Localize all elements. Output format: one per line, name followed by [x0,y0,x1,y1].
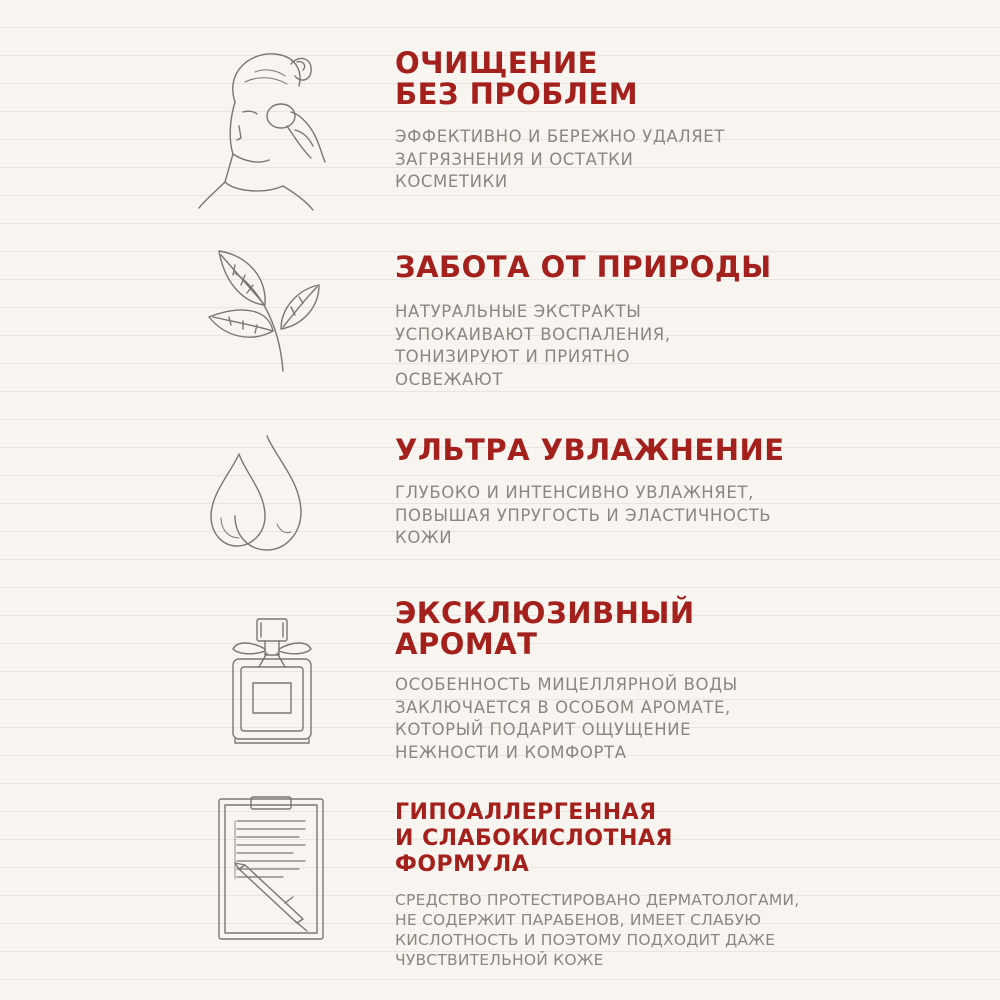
water-drops-icon [195,432,345,562]
title-line: И СЛАБОКИСЛОТНАЯ [395,826,673,851]
feature-title [395,252,772,283]
feature-title [395,435,785,466]
description-line: КОЖИ [395,528,453,547]
description-line: КИСЛОТНОСТЬ И ПОЭТОМУ ПОДХОДИТ ДАЖЕ [395,931,776,949]
description-line: УСПОКАИВАЮТ ВОСПАЛЕНИЯ, [395,324,671,344]
description-line: КОСМЕТИКИ [395,172,508,191]
description-line: ЗАГРЯЗНЕНИЯ И ОСТАТКИ [395,149,634,169]
description-line: ГЛУБОКО И ИНТЕНСИВНО УВЛАЖНЯЕТ, [395,483,754,502]
description-line: КОТОРЫЙ ПОДАРИТ ОЩУЩЕНИЕ [395,720,692,739]
description-line: ЧУВСТВИТЕЛЬНОЙ КОЖЕ [395,951,604,969]
title-line: БЕЗ ПРОБЛЕМ [395,77,639,111]
description-line: СРЕДСТВО ПРОТЕСТИРОВАНО ДЕРМАТОЛОГАМИ, [395,891,800,909]
description-line: ПОВЫШАЯ УПРУГОСТЬ И ЭЛАСТИЧНОСТЬ [395,505,772,525]
description-line: НЕ СОДЕРЖИТ ПАРАБЕНОВ, ИМЕЕТ СЛАБУЮ [395,911,762,929]
feature-title [395,48,638,110]
description-line: ТОНИЗИРУЮТ И ПРИЯТНО [395,347,631,366]
description-line: ОСВЕЖАЮТ [395,369,504,389]
feature-description [395,890,799,970]
title-line: АРОМАТ [395,627,538,661]
title-line: ГИПОАЛЛЕРГЕННАЯ [395,800,657,825]
leaf-branch-icon [195,245,345,375]
title-line: ОЧИЩЕНИЕ [395,46,598,80]
feature-description [395,126,725,194]
description-line: ЭФФЕКТИВНО И БЕРЕЖНО УДАЛЯЕТ [395,127,725,146]
description-line: НЕЖНОСТИ И КОМФОРТА [395,742,627,762]
feature-description [395,482,771,550]
title-line: ЭКСКЛЮЗИВНЫЙ [395,596,695,630]
feature-title [395,598,695,660]
feature-description [395,674,738,764]
title-line: ЗАБОТА ОТ ПРИРОДЫ [395,250,772,284]
title-line: УЛЬТРА УВЛАЖНЕНИЕ [395,433,785,467]
title-line: ФОРМУЛА [395,852,530,877]
perfume-bottle-icon [195,615,345,750]
description-line: НАТУРАЛЬНЫЕ ЭКСТРАКТЫ [395,302,642,321]
description-line: ОСОБЕННОСТЬ МИЦЕЛЛЯРНОЙ ВОДЫ [395,675,738,694]
clipboard-document-icon [195,795,345,945]
feature-description [395,301,671,391]
description-line: ЗАКЛЮЧАЕТСЯ В ОСОБОМ АРОМАТЕ, [395,697,731,717]
face-cleansing-icon [195,42,345,212]
feature-title [395,800,673,878]
